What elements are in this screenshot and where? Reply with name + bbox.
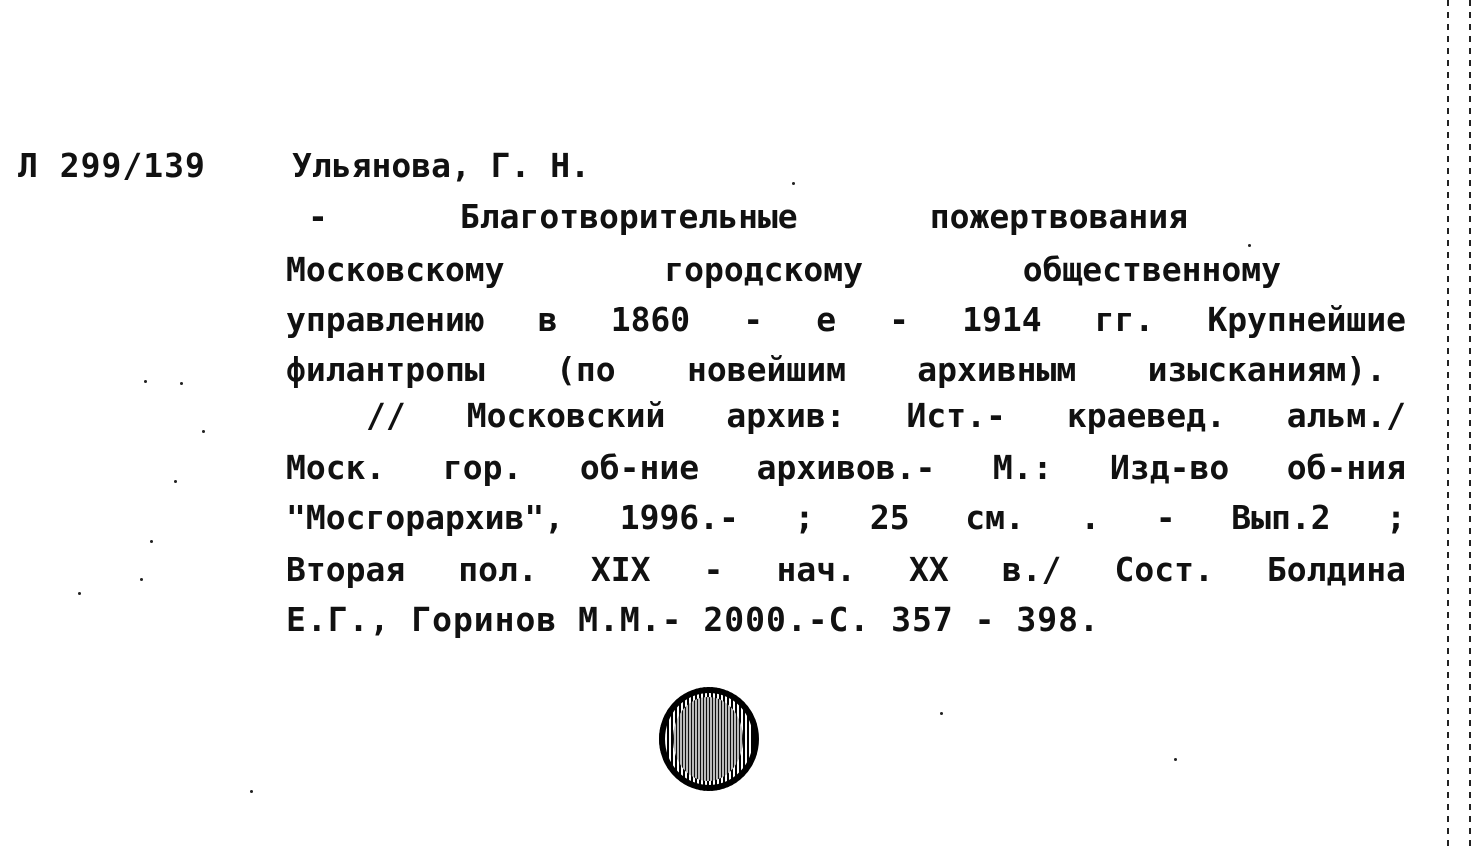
shelfmark: Л 299/139 [18,146,206,185]
source-line-3: "Мосгорархив", 1996.- ; 25 см. . - Вып.2 ; [286,498,1406,537]
author-heading: Ульянова, Г. Н. [292,146,591,185]
scan-speck [792,182,795,185]
scan-speck [1248,244,1251,247]
card-edge-left [1447,0,1449,850]
source-line-5: Е.Г., Горинов М.М.- 2000.-С. 357 - 398. [286,600,1100,639]
scan-speck [940,712,943,715]
punch-hole-inner [673,697,743,781]
scan-speck [78,592,81,595]
source-line-1: // Московский архив: Ист.- краевед. альм./ [366,396,1406,435]
title-line-3: управлению в 1860 - е - 1914 гг. Крупнейшие [286,300,1406,339]
title-line-1: - Благотворительные пожертвования [308,197,1188,236]
scan-speck [1174,758,1177,761]
source-line-2: Моск. гор. об-ние архивов.- М.: Изд-во об-ния [286,448,1406,487]
scan-speck [180,382,183,385]
source-line-4: Вторая пол. XIX - нач. XX в./ Сост. Болдина [286,550,1406,589]
scan-speck [144,380,147,383]
scan-speck [140,578,143,581]
scan-speck [250,790,253,793]
title-line-2: Московскому городскому общественному [286,250,1281,289]
scan-speck [150,540,153,543]
card-edge-right [1469,0,1471,850]
title-line-4: филантропы (по новейшим архивным изысканиям). [286,350,1386,389]
punch-hole [659,687,759,791]
scan-speck [202,430,205,433]
scan-speck [174,480,177,483]
